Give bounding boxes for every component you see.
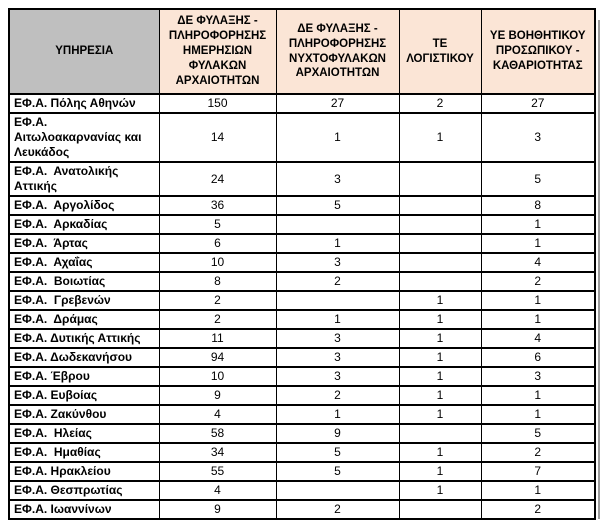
- count-cell: 3: [481, 367, 595, 386]
- count-cell: 10: [159, 367, 276, 386]
- table-row: [9, 329, 595, 348]
- count-cell: 3: [276, 162, 399, 196]
- count-cell: 3: [276, 329, 399, 348]
- service-name-cell: ΕΦ.Α. Ευβοίας: [9, 386, 159, 405]
- count-cell: 5: [481, 162, 595, 196]
- count-cell: 10: [159, 253, 276, 272]
- count-cell: 1: [276, 405, 399, 424]
- count-cell: 27: [481, 94, 595, 113]
- page-edge-line: [598, 20, 600, 519]
- service-name-cell: ΕΦ.Α. Άρτας: [9, 234, 159, 253]
- table-row: [9, 348, 595, 367]
- count-cell: 2: [481, 272, 595, 291]
- count-cell: 2: [159, 310, 276, 329]
- count-cell: [399, 196, 481, 215]
- column-header-accounting: ΤΕ ΛΟΓΙΣΤΙΚΟΥ: [399, 9, 481, 94]
- count-cell: 11: [159, 329, 276, 348]
- table-row: [9, 291, 595, 310]
- count-cell: 9: [159, 386, 276, 405]
- count-cell: 36: [159, 196, 276, 215]
- table-row: [9, 234, 595, 253]
- count-cell: 24: [159, 162, 276, 196]
- column-header-auxiliary-cleaning: ΥΕ ΒΟΗΘΗΤΙΚΟΥ ΠΡΟΣΩΠΙΚΟΥ - ΚΑΘΑΡΙΟΤΗΤΑΣ: [481, 9, 595, 94]
- header-row: [9, 9, 595, 94]
- service-name-cell: ΕΦ.Α. Αργολίδος: [9, 196, 159, 215]
- count-cell: 1: [399, 405, 481, 424]
- count-cell: 4: [159, 481, 276, 500]
- count-cell: 3: [276, 367, 399, 386]
- service-name-cell: ΕΦ.Α. Ημαθίας: [9, 443, 159, 462]
- service-name-cell: ΕΦ.Α. Θεσπρωτίας: [9, 481, 159, 500]
- count-cell: 1: [481, 234, 595, 253]
- count-cell: 4: [481, 329, 595, 348]
- column-header-night-guards: ΔΕ ΦΥΛΑΞΗΣ - ΠΛΗΡΟΦΟΡΗΣΗΣ ΝΥΧΤΟΦΥΛΑΚΩΝ ΑΡΧΑΙΟΤΗΤΩΝ: [276, 9, 399, 94]
- service-name-cell: ΕΦ.Α. Ανατολικής Αττικής: [9, 162, 159, 196]
- service-name-cell: ΕΦ.Α. Γρεβενών: [9, 291, 159, 310]
- count-cell: 2: [276, 386, 399, 405]
- table-row: [9, 113, 595, 162]
- count-cell: 8: [159, 272, 276, 291]
- service-name-cell: ΕΦ.Α. Αχαΐας: [9, 253, 159, 272]
- count-cell: 1: [481, 215, 595, 234]
- count-cell: 1: [481, 481, 595, 500]
- count-cell: 1: [399, 291, 481, 310]
- count-cell: 1: [399, 481, 481, 500]
- service-name-cell: ΕΦ.Α. Δωδεκανήσου: [9, 348, 159, 367]
- service-name-cell: ΕΦ.Α. Ηρακλείου: [9, 462, 159, 481]
- service-name-cell: ΕΦ.Α. Βοιωτίας: [9, 272, 159, 291]
- count-cell: 1: [399, 462, 481, 481]
- table-row: [9, 196, 595, 215]
- service-name-cell: ΕΦ.Α. Δράμας: [9, 310, 159, 329]
- table-row: [9, 162, 595, 196]
- count-cell: 14: [159, 113, 276, 162]
- service-name-cell: ΕΦ.Α. Ζακύνθου: [9, 405, 159, 424]
- count-cell: [399, 215, 481, 234]
- table-row: [9, 405, 595, 424]
- count-cell: 1: [481, 291, 595, 310]
- table-row: [9, 367, 595, 386]
- service-name-cell: ΕΦ.Α. Ηλείας: [9, 424, 159, 443]
- table-row: [9, 386, 595, 405]
- count-cell: 9: [159, 500, 276, 519]
- service-name-cell: ΕΦ.Α. Δυτικής Αττικής: [9, 329, 159, 348]
- table-row: [9, 94, 595, 113]
- count-cell: 27: [276, 94, 399, 113]
- count-cell: 5: [276, 462, 399, 481]
- count-cell: 2: [159, 291, 276, 310]
- count-cell: [276, 215, 399, 234]
- table-row: [9, 443, 595, 462]
- table-row: [9, 481, 595, 500]
- count-cell: 1: [399, 386, 481, 405]
- count-cell: [399, 234, 481, 253]
- table-row: [9, 310, 595, 329]
- count-cell: 1: [399, 329, 481, 348]
- count-cell: 1: [481, 310, 595, 329]
- column-header-service: ΥΠΗΡΕΣΙΑ: [9, 9, 159, 94]
- table-row: [9, 500, 595, 519]
- count-cell: 5: [481, 424, 595, 443]
- count-cell: 2: [481, 500, 595, 519]
- count-cell: 1: [276, 234, 399, 253]
- column-header-day-guards: ΔΕ ΦΥΛΑΞΗΣ - ΠΛΗΡΟΦΟΡΗΣΗΣ ΗΜΕΡΗΣΙΩΝ ΦΥΛΑΚΩΝ ΑΡΧΑΙΟΤΗΤΩΝ: [159, 9, 276, 94]
- count-cell: 2: [481, 443, 595, 462]
- count-cell: 5: [276, 443, 399, 462]
- table-row: [9, 253, 595, 272]
- staffing-table: [8, 8, 596, 520]
- service-name-cell: ΕΦ.Α. Πόλης Αθηνών: [9, 94, 159, 113]
- count-cell: [399, 162, 481, 196]
- count-cell: 94: [159, 348, 276, 367]
- count-cell: [276, 291, 399, 310]
- service-name-cell: ΕΦ.Α. Ιωαννίνων: [9, 500, 159, 519]
- count-cell: 2: [276, 500, 399, 519]
- count-cell: 4: [481, 253, 595, 272]
- count-cell: [399, 253, 481, 272]
- count-cell: 1: [276, 310, 399, 329]
- count-cell: 1: [276, 113, 399, 162]
- count-cell: 6: [481, 348, 595, 367]
- count-cell: 150: [159, 94, 276, 113]
- count-cell: 4: [159, 405, 276, 424]
- count-cell: 55: [159, 462, 276, 481]
- count-cell: 3: [276, 348, 399, 367]
- count-cell: [399, 424, 481, 443]
- count-cell: 1: [399, 348, 481, 367]
- count-cell: 7: [481, 462, 595, 481]
- table-row: [9, 424, 595, 443]
- count-cell: 1: [399, 113, 481, 162]
- count-cell: 8: [481, 196, 595, 215]
- count-cell: 6: [159, 234, 276, 253]
- count-cell: 1: [481, 386, 595, 405]
- table-row: [9, 215, 595, 234]
- count-cell: 5: [276, 196, 399, 215]
- count-cell: [276, 481, 399, 500]
- service-name-cell: ΕΦ.Α. Αρκαδίας: [9, 215, 159, 234]
- service-name-cell: ΕΦ.Α. Αιτωλοακαρνανίας και Λευκάδος: [9, 113, 159, 162]
- count-cell: 1: [399, 443, 481, 462]
- count-cell: 5: [159, 215, 276, 234]
- count-cell: 3: [481, 113, 595, 162]
- count-cell: [399, 500, 481, 519]
- table-row: [9, 272, 595, 291]
- count-cell: 9: [276, 424, 399, 443]
- service-name-cell: ΕΦ.Α. Έβρου: [9, 367, 159, 386]
- count-cell: 1: [399, 367, 481, 386]
- count-cell: 2: [276, 272, 399, 291]
- count-cell: 58: [159, 424, 276, 443]
- count-cell: 3: [276, 253, 399, 272]
- count-cell: 1: [399, 310, 481, 329]
- count-cell: [399, 272, 481, 291]
- count-cell: 2: [399, 94, 481, 113]
- table-row: [9, 462, 595, 481]
- count-cell: 1: [481, 405, 595, 424]
- count-cell: 34: [159, 443, 276, 462]
